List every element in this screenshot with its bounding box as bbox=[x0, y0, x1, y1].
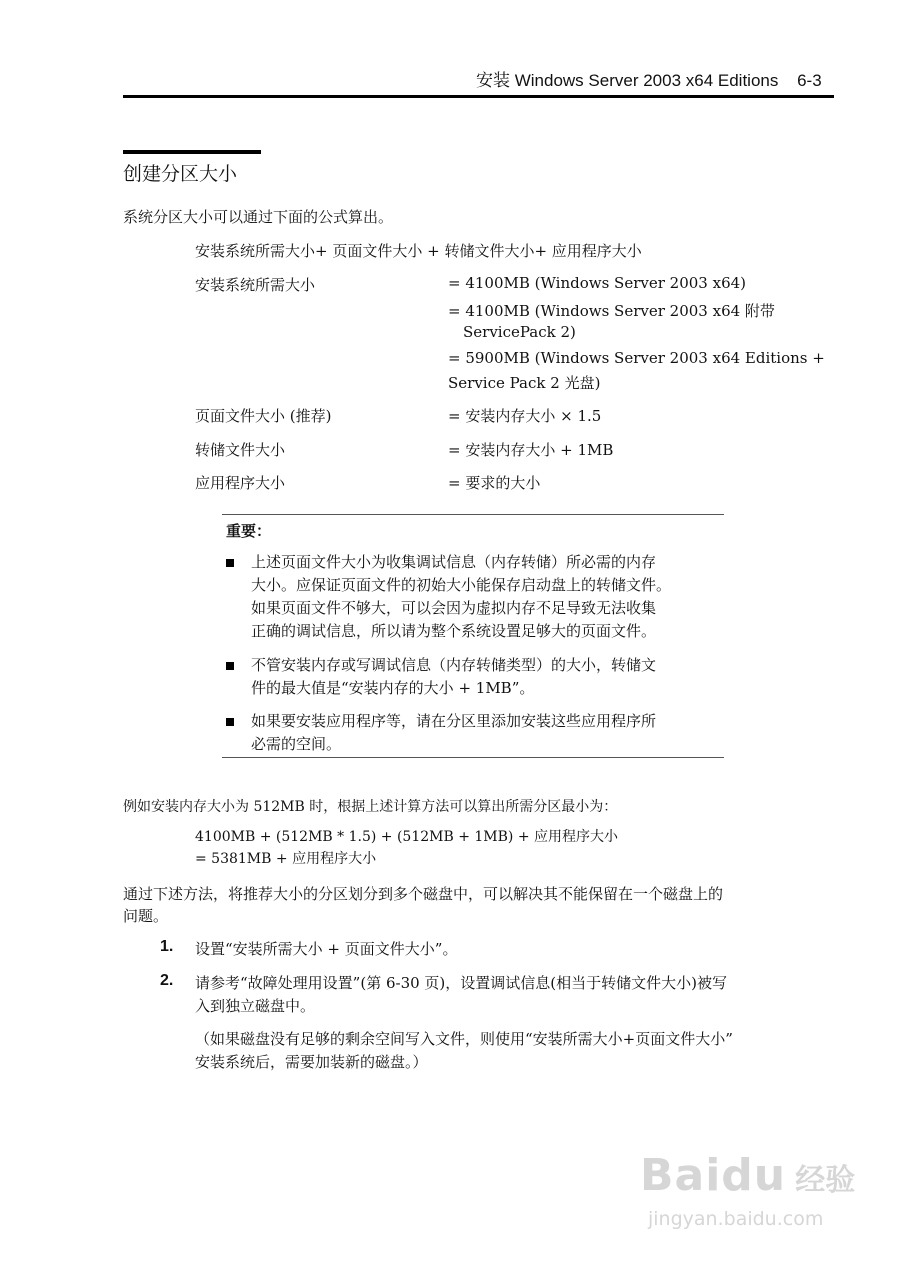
bullet-1 bbox=[226, 559, 234, 567]
def-install-v2-l2: ServicePack 2) bbox=[463, 323, 576, 341]
important-b1-l4: 正确的调试信息，所以请为整个系统设置足够大的页面文件。 bbox=[251, 622, 657, 640]
example-intro: 例如安装内存大小为 512MB 时，根据上述计算方法可以算出所需分区最小为： bbox=[123, 799, 618, 815]
note-l2: 安装系统后，需要加装新的磁盘。） bbox=[195, 1053, 428, 1071]
important-b1-l3: 如果页面文件不够大，可以会因为虚拟内存不足导致无法收集 bbox=[251, 599, 657, 617]
important-b3-l1: 如果要安装应用程序等，请在分区里添加安装这些应用程序所 bbox=[251, 712, 657, 730]
running-header bbox=[476, 66, 822, 91]
important-top-rule bbox=[222, 514, 724, 515]
header-rule bbox=[123, 95, 834, 98]
watermark-brand: Baidu bbox=[640, 1150, 787, 1201]
section-bar bbox=[123, 150, 261, 154]
step-1-text: 设置“安装所需大小 + 页面文件大小”。 bbox=[195, 940, 458, 958]
header-title: 安装 Windows Server 2003 x64 Editions bbox=[476, 71, 779, 90]
important-bottom-rule bbox=[222, 757, 724, 758]
def-page-value: = 安装内存大小 × 1.5 bbox=[448, 407, 602, 425]
page-number: 6-3 bbox=[797, 71, 822, 90]
bullet-2 bbox=[226, 662, 234, 670]
intro-text: 系统分区大小可以通过下面的公式算出。 bbox=[123, 208, 394, 226]
bullet-3 bbox=[226, 718, 234, 726]
def-install-label: 安装系统所需大小 bbox=[195, 276, 316, 294]
watermark-cn: 经验 bbox=[795, 1163, 856, 1198]
important-title: 重要： bbox=[226, 522, 272, 540]
def-install-v3-l2: Service Pack 2 光盘) bbox=[448, 374, 601, 392]
def-install-v1: = 4100MB (Windows Server 2003 x64) bbox=[448, 274, 747, 292]
example-calc-l2: = 5381MB + 应用程序大小 bbox=[195, 851, 377, 867]
def-page-label: 页面文件大小 (推荐) bbox=[195, 407, 332, 425]
important-b2-l1: 不管安装内存或写调试信息（内存转储类型）的大小，转储文 bbox=[251, 656, 657, 674]
important-b1-l2: 大小。应保证页面文件的初始大小能保存启动盘上的转储文件。 bbox=[251, 576, 672, 594]
important-b2-l2: 件的最大值是“安装内存的大小 + 1MB”。 bbox=[251, 679, 535, 697]
important-b3-l2: 必需的空间。 bbox=[251, 735, 342, 753]
formula: 安装系统所需大小+ 页面文件大小 + 转储文件大小+ 应用程序大小 bbox=[195, 242, 642, 260]
def-install-v3-l1: = 5900MB (Windows Server 2003 x64 Editions + bbox=[448, 349, 825, 367]
note-l1: （如果磁盘没有足够的剩余空间写入文件，则使用“安装所需大小+页面文件大小” bbox=[195, 1030, 733, 1048]
section-title: 创建分区大小 bbox=[123, 163, 238, 185]
important-b1-l1: 上述页面文件大小为收集调试信息（内存转储）所必需的内存 bbox=[251, 553, 657, 571]
method-l2: 问题。 bbox=[123, 907, 169, 925]
method-l1: 通过下述方法，将推荐大小的分区划分到多个磁盘中，可以解决其不能保留在一个磁盘上的 bbox=[123, 885, 724, 903]
def-dump-value: = 安装内存大小 + 1MB bbox=[448, 441, 614, 459]
step-1-number: 1. bbox=[160, 938, 174, 955]
step-2-text-l1: 请参考“故障处理用设置”(第 6-30 页)，设置调试信息(相当于转储文件大小)被写 bbox=[195, 974, 727, 992]
example-calc-l1: 4100MB + (512MB * 1.5) + (512MB + 1MB) + 应用程序大小 bbox=[195, 829, 619, 845]
step-2-number: 2. bbox=[160, 972, 174, 989]
watermark-logo bbox=[640, 1150, 855, 1201]
def-install-v2-l1: = 4100MB (Windows Server 2003 x64 附带 bbox=[448, 302, 775, 320]
def-app-label: 应用程序大小 bbox=[195, 474, 286, 492]
def-app-value: = 要求的大小 bbox=[448, 474, 541, 492]
def-dump-label: 转储文件大小 bbox=[195, 441, 286, 459]
step-2-text-l2: 入到独立磁盘中。 bbox=[195, 997, 316, 1015]
watermark-url: jingyan.baidu.com bbox=[648, 1208, 824, 1230]
